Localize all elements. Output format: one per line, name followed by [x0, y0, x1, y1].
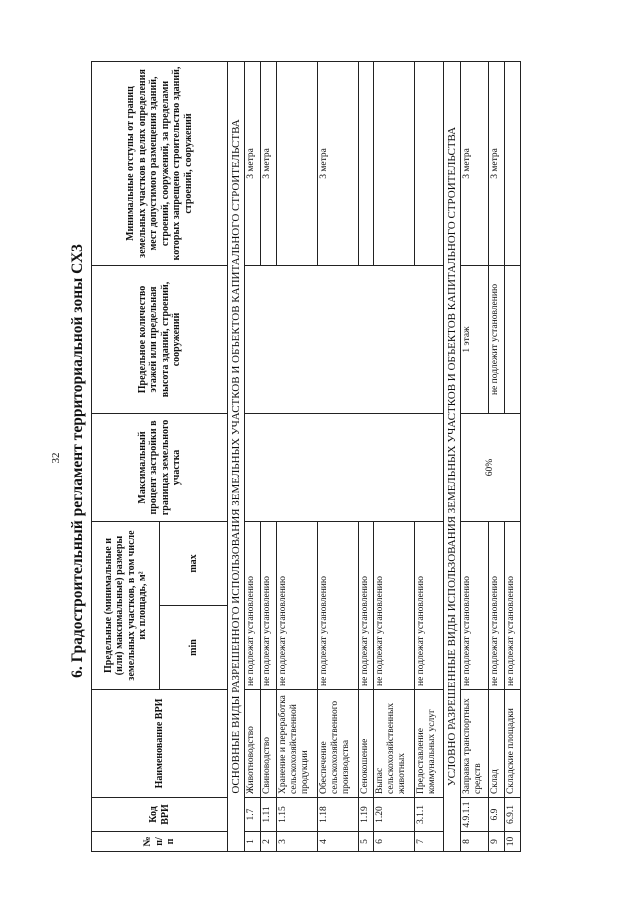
- regulation-table-container: [91, 62, 521, 852]
- cell-setback: 3 метра: [260, 61, 276, 265]
- cell-num: 9: [489, 832, 505, 852]
- cell-percent-main: [245, 413, 444, 521]
- cell-size: не подлежат установлению: [260, 521, 276, 689]
- cell-name: Свиноводство: [260, 690, 276, 798]
- cell-name: Склад: [489, 690, 505, 798]
- cell-code: 4.9.1.1: [460, 798, 488, 832]
- header-row: [92, 61, 160, 851]
- cell-floors: [505, 265, 521, 413]
- cell-setback: [505, 61, 521, 265]
- section-cond-title: УСЛОВНО РАЗРЕШЕННЫЕ ВИДЫ ИСПОЛЬЗОВАНИЯ ЗЕМЕЛЬНЫХ УЧАСТКОВ И ОБЪЕКТОВ КАПИТАЛЬНОГО СТРОИТЕЛЬСТВА: [443, 61, 460, 851]
- cell-setback: 3 метра: [245, 61, 261, 265]
- header-size: Предельные (минимальные и (или) максимальные) размеры земельных участков, в том числе их площадь, м²: [92, 521, 160, 689]
- cell-name: Выпас сельскохозяйственных животных: [374, 690, 415, 798]
- cell-num: 4: [317, 832, 358, 852]
- cell-num: 8: [460, 832, 488, 852]
- cell-setback: 3 метра: [317, 61, 358, 265]
- page-number: 32: [50, 452, 62, 464]
- cell-num: 7: [415, 832, 443, 852]
- header-max: max: [160, 521, 228, 605]
- cell-name: Заправка транспортных средств: [460, 690, 488, 798]
- cell-code: 1.18: [317, 798, 358, 832]
- cell-floors: 1 этаж: [460, 265, 488, 413]
- cell-setback: [415, 61, 443, 265]
- cell-size: не подлежат установлению: [460, 521, 488, 689]
- cell-num: 2: [260, 832, 276, 852]
- cell-name: Предоставление коммунальных услуг: [415, 690, 443, 798]
- cell-code: 1.19: [358, 798, 374, 832]
- section-main-title: ОСНОВНЫЕ ВИДЫ РАЗРЕШЕННОГО ИСПОЛЬЗОВАНИЯ ЗЕМЕЛЬНЫХ УЧАСТКОВ И ОБЪЕКТОВ КАПИТАЛЬНОГО СТРОИТЕЛЬСТВА: [228, 61, 245, 851]
- header-percent: Максимальный процент застройки в границах земельного участка: [92, 413, 228, 521]
- section-row: [228, 61, 245, 851]
- section-row: [443, 61, 460, 851]
- page-title: 6. Градостроительный регламент территориальной зоны СХ3: [69, 244, 86, 678]
- cell-size: не подлежат установлению: [415, 521, 443, 689]
- cell-num: 10: [505, 832, 521, 852]
- cell-code: 1.7: [245, 798, 261, 832]
- cell-code: 1.11: [260, 798, 276, 832]
- table-row: [245, 61, 261, 851]
- cell-size: не подлежат установлению: [245, 521, 261, 689]
- cell-num: 3: [276, 832, 317, 852]
- header-floors: Предельное количество этажей или предельная высота зданий, строений, сооружений: [92, 265, 228, 413]
- cell-code: 6.9: [489, 798, 505, 832]
- cell-num: 5: [358, 832, 374, 852]
- header-code: Код ВРИ: [92, 798, 228, 832]
- cell-size: не подлежат установлению: [505, 521, 521, 689]
- cell-size: не подлежат установлению: [317, 521, 358, 689]
- cell-code: 3.1.1: [415, 798, 443, 832]
- cell-num: 1: [245, 832, 261, 852]
- cell-name: Обеспечение сельскохозяйственного производства: [317, 690, 358, 798]
- cell-size: не подлежат установлению: [358, 521, 374, 689]
- header-setback: Минимальные отступы от границ земельных участков в целях определения мест допустимого размещения зданий, строений, сооружений, за пределами которых запрещено строительство зданий, строений, сооружений: [92, 61, 228, 265]
- cell-size: не подлежат установлению: [276, 521, 317, 689]
- header-num: № п/п: [92, 832, 228, 852]
- header-min: min: [160, 606, 228, 690]
- cell-code: 1.15: [276, 798, 317, 832]
- cell-setback: 3 метра: [460, 61, 488, 265]
- regulation-table: [91, 61, 521, 852]
- cell-code: 1.20: [374, 798, 415, 832]
- cell-floors: не подлежит установлению: [489, 265, 505, 413]
- cell-floors-main: [245, 265, 444, 413]
- header-name: Наименование ВРИ: [92, 690, 228, 798]
- cell-name: Животноводство: [245, 690, 261, 798]
- table-row: [460, 61, 488, 851]
- cell-name: Хранение и переработка сельскохозяйственной продукции: [276, 690, 317, 798]
- cell-setback: [276, 61, 317, 265]
- cell-setback: [374, 61, 415, 265]
- cell-name: Сенокошение: [358, 690, 374, 798]
- cell-code: 6.9.1: [505, 798, 521, 832]
- cell-size: не подлежат установлению: [489, 521, 505, 689]
- cell-percent-cond: 60%: [460, 413, 520, 521]
- cell-setback: [358, 61, 374, 265]
- cell-num: 6: [374, 832, 415, 852]
- cell-size: не подлежат установлению: [374, 521, 415, 689]
- cell-name: Складские площадки: [505, 690, 521, 798]
- cell-setback: 3 метра: [489, 61, 505, 265]
